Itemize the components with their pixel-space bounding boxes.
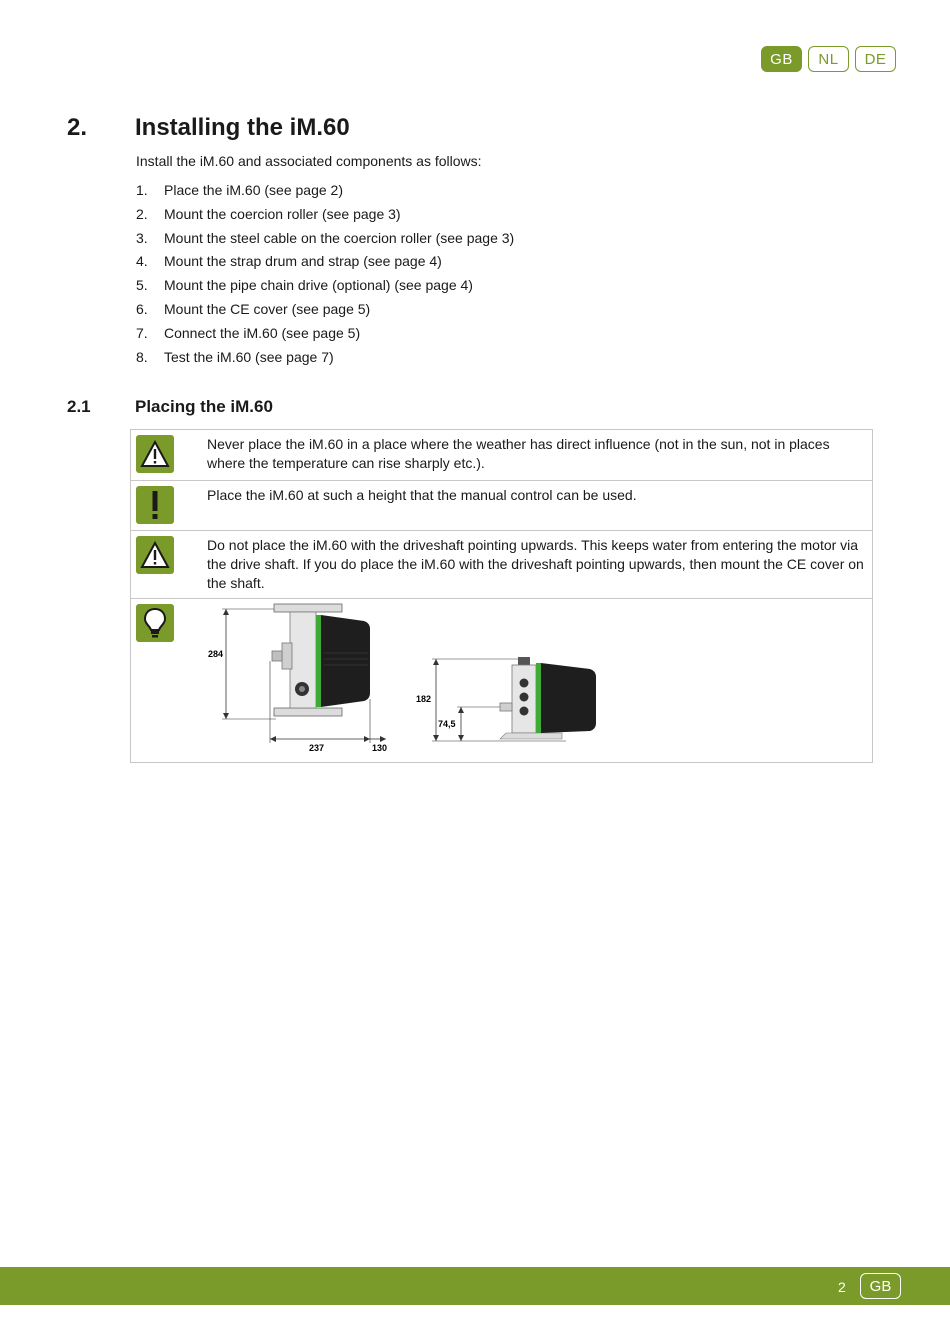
step-number: 3. xyxy=(136,229,148,246)
step-item xyxy=(136,301,514,325)
motor-dimension-diagram xyxy=(206,599,872,761)
step-number: 5. xyxy=(136,277,148,294)
note-text: Place the iM.60 at such a height that the manual control can be used. xyxy=(207,487,637,503)
step-item xyxy=(136,253,514,277)
dim-shaft-height: 74,5 xyxy=(438,719,456,729)
notes-table xyxy=(130,429,873,763)
step-text: Mount the coercion roller (see page 3) xyxy=(164,205,401,222)
section-number: 2. xyxy=(67,114,88,141)
step-number: 1. xyxy=(136,182,148,198)
step-item xyxy=(136,325,514,349)
note-text: Never place the iM.60 in a place where the weather has direct influence (not in the sun, not in places where the temperature can rise sharply etc.). xyxy=(207,436,830,471)
step-number: 8. xyxy=(136,348,148,365)
lang-tab-nl[interactable]: NL xyxy=(808,46,849,72)
exclamation-icon xyxy=(136,486,174,524)
step-text: Connect the iM.60 (see page 5) xyxy=(164,324,361,341)
step-item xyxy=(136,230,514,254)
note-row xyxy=(131,531,872,599)
lang-tab-gb[interactable]: GB xyxy=(761,46,802,72)
step-text: Mount the CE cover (see page 5) xyxy=(164,300,371,317)
section-intro: Install the iM.60 and associated components as follows: xyxy=(136,153,482,169)
note-row xyxy=(131,430,872,481)
subsection-number: 2.1 xyxy=(67,397,91,416)
warning-triangle-icon xyxy=(136,536,174,574)
subsection-title: Placing the iM.60 xyxy=(135,397,273,416)
note-row xyxy=(131,481,872,531)
step-number: 7. xyxy=(136,324,148,341)
footer-lang-tab: GB xyxy=(860,1273,901,1299)
dimension-drawing xyxy=(206,599,872,762)
step-number: 4. xyxy=(136,253,148,270)
note-row xyxy=(131,599,872,762)
step-number: 6. xyxy=(136,300,148,317)
step-text: Mount the strap drum and strap (see page 4) xyxy=(164,253,442,270)
note-text: Do not place the iM.60 with the driveshaft pointing upwards. This keeps water from entering the motor via the drive shaft. If you do place the iM.60 with the driveshaft pointing upwards, then mount the CE cover on the shaft. xyxy=(207,537,864,591)
language-tabs xyxy=(761,46,896,72)
lightbulb-icon xyxy=(136,604,174,642)
step-text: Place the iM.60 (see page 2) xyxy=(164,182,343,198)
step-number: 2. xyxy=(136,205,148,222)
page-number: 2 xyxy=(838,1279,846,1295)
motor-side-view xyxy=(432,657,596,741)
step-text: Mount the steel cable on the coercion roller (see page 3) xyxy=(164,229,515,246)
warning-triangle-icon xyxy=(136,435,174,473)
step-text: Mount the pipe chain drive (optional) (see page 4) xyxy=(164,277,473,294)
dim-height-left: 284 xyxy=(208,649,224,659)
step-item xyxy=(136,277,514,301)
footer-bar xyxy=(0,1267,950,1305)
installation-steps xyxy=(136,182,514,372)
step-item xyxy=(136,349,514,373)
step-text: Test the iM.60 (see page 7) xyxy=(164,348,334,365)
dim-width-bottom: 237 xyxy=(309,743,325,753)
step-item xyxy=(136,182,514,206)
step-item xyxy=(136,206,514,230)
lang-tab-de[interactable]: DE xyxy=(855,46,896,72)
dim-height-right: 182 xyxy=(416,694,432,704)
section-title: Installing the iM.60 xyxy=(135,114,350,141)
dim-depth-right: 130 xyxy=(372,743,388,753)
motor-front-view xyxy=(222,604,386,743)
